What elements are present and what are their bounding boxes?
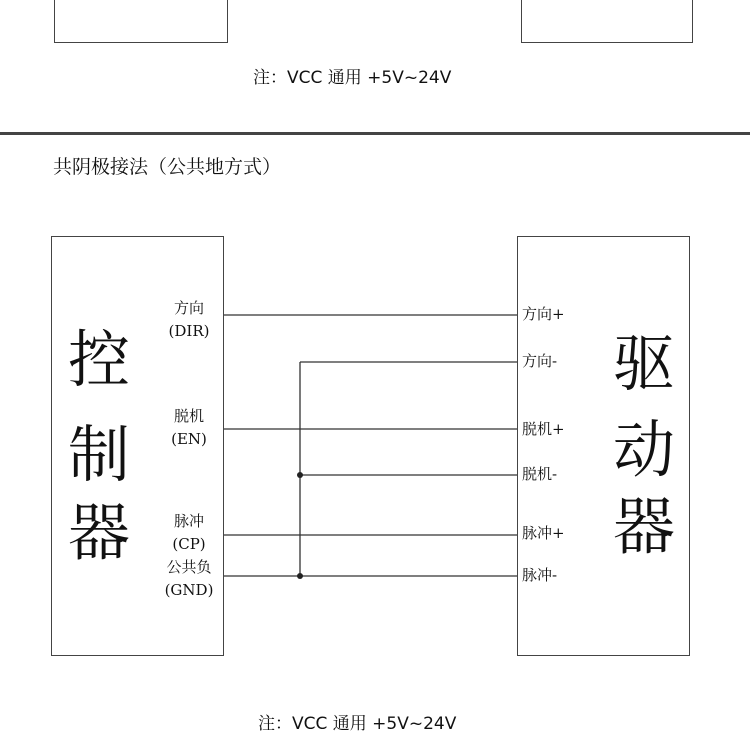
controller-pin-label: 脱机 [173,407,204,425]
driver-pin-label: 方向+ [522,305,565,323]
junction-dot [297,573,303,579]
section-title: 共阴极接法（公共地方式） [53,156,282,178]
driver-pin-label: 方向- [522,352,558,370]
junction-dot [297,472,303,478]
bottom-note: 注：VCC 通用 +5V~24V [258,714,457,734]
top-note: 注：VCC 通用 +5V~24V [253,68,452,88]
controller-title-char: 控 [68,323,131,396]
driver-title-char: 动 [613,413,676,486]
driver-pin-label: 脉冲- [522,566,558,584]
driver-box [517,236,690,656]
controller-pin-sub: (CP) [172,535,206,553]
driver-pin-label: 脱机- [522,465,558,483]
controller-title-char: 器 [68,496,131,569]
controller-title-char: 制 [68,418,131,491]
controller-pin-sub: (EN) [171,430,207,448]
driver-pin-label: 脉冲+ [522,524,565,542]
controller-pin-label: 公共负 [166,558,212,576]
driver-title-char: 器 [613,490,676,563]
controller-box [51,236,224,656]
controller-pin-label: 方向 [173,299,204,317]
controller-pin-sub: (DIR) [168,322,210,340]
driver-pin-label: 脱机+ [522,420,565,438]
controller-pin-sub: (GND) [164,581,214,599]
controller-pin-label: 脉冲 [173,512,204,530]
driver-title-char: 驱 [613,327,676,400]
